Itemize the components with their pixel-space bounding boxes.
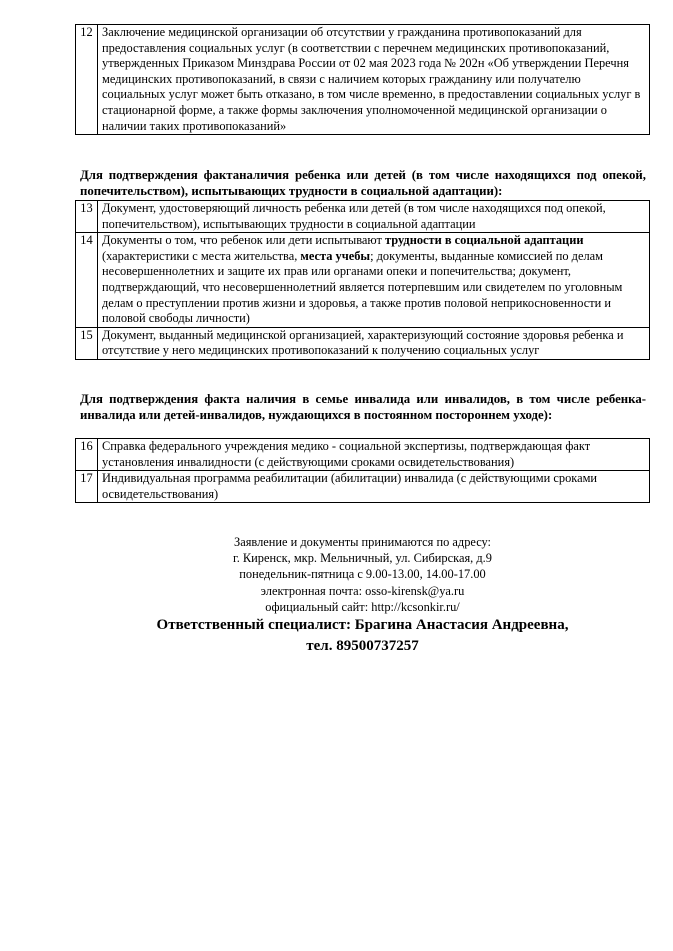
row-number: 14 xyxy=(76,233,98,328)
row-number: 15 xyxy=(76,327,98,359)
table-row xyxy=(76,233,650,328)
table-row xyxy=(76,471,650,503)
table-row xyxy=(76,439,650,471)
section-heading-child-adaptation: Для подтверждения фактаналичия ребенка или детей (в том числе находящихся под опекой, попечительством), испытывающих трудности в социальной адаптации): xyxy=(80,168,646,198)
email: электронная почта: osso-kirensk@ya.ru xyxy=(260,583,465,598)
row-text-bold: трудности в социальной адаптации xyxy=(385,233,584,248)
row-text xyxy=(98,233,650,328)
working-hours: понедельник-пятница с 9.00-13.00, 14.00-17.00 xyxy=(239,567,486,582)
row-number: 17 xyxy=(76,471,98,503)
table-row xyxy=(76,25,650,135)
phone: тел. 89500737257 xyxy=(306,638,419,655)
row-text-bold: места учебы xyxy=(300,248,371,263)
row-text: Документ, удостоверяющий личность ребенка или детей (в том числе находящихся под опекой, попечительством), испытывающих трудности в социальной адаптации xyxy=(98,201,650,233)
contact-info xyxy=(75,534,650,657)
row-number: 12 xyxy=(76,25,98,135)
row-text: Заключение медицинской организации об отсутствии у гражданина противопоказаний для предоставления социальных услуг (в соответствии с перечнем медицинских противопоказаний, утвержденных Приказом Минздрава России от 02 мая 2023 года № 202н «Об утверждении Перечня медицинских противопоказаний, в связи с наличием которых гражданину или получателю социальных услуг может быть отказано, в том числе временно, в предоставлении социальных услуг в стационарной форме, а также формы заключения уполномоченной медицинской организации о наличии таких противопоказаний» xyxy=(98,25,650,135)
documents-table-disability xyxy=(75,438,650,503)
table-row xyxy=(76,201,650,233)
table-row xyxy=(76,327,650,359)
responsible-specialist: Ответственный специалист: Брагина Анастасия Андреевна, xyxy=(156,617,569,634)
documents-table-child-adaptation xyxy=(75,200,650,360)
address-intro: Заявление и документы принимаются по адресу: xyxy=(233,535,492,549)
row-text: Документ, выданный медицинской организацией, характеризующий состояние здоровья ребенка и отсутствие у него медицинских противопоказаний к получению социальных услуг xyxy=(98,327,650,359)
row-text-part: Документы о том, что ребенок или дети испытывают xyxy=(102,233,386,248)
section-heading-disability: Для подтверждения факта наличия в семье инвалида или инвалидов, в том числе ребенка-инвалида или детей-инвалидов, нуждающихся в постоянном постороннем уходе): xyxy=(80,392,646,422)
row-text-part: (характеристики с места жительства, xyxy=(102,248,301,263)
row-number: 13 xyxy=(76,201,98,233)
address: г. Киренск, мкр. Мельничный, ул. Сибирская, д.9 xyxy=(233,551,492,566)
row-text: Справка федерального учреждения медико - социальной экспертизы, подтверждающая факт установления инвалидности (с действующими сроками освидетельствования) xyxy=(98,439,650,471)
row-text-part: ; документы, выданные комиссией по делам несовершеннолетних и защите их прав или органами опеки и попечительства; документ, подтверждающий, что несовершеннолетний является потерпевшим или свидетелем по уголовным делам о преступлении против жизни и здоровья, а также против половой неприкосновенности и половой свободы личности) xyxy=(102,248,623,326)
documents-table-medical xyxy=(75,24,650,135)
website: официальный сайт: http://kcsonkir.ru/ xyxy=(265,599,460,614)
row-number: 16 xyxy=(76,439,98,471)
row-text: Индивидуальная программа реабилитации (абилитации) инвалида (с действующими сроками освидетельствования) xyxy=(98,471,650,503)
